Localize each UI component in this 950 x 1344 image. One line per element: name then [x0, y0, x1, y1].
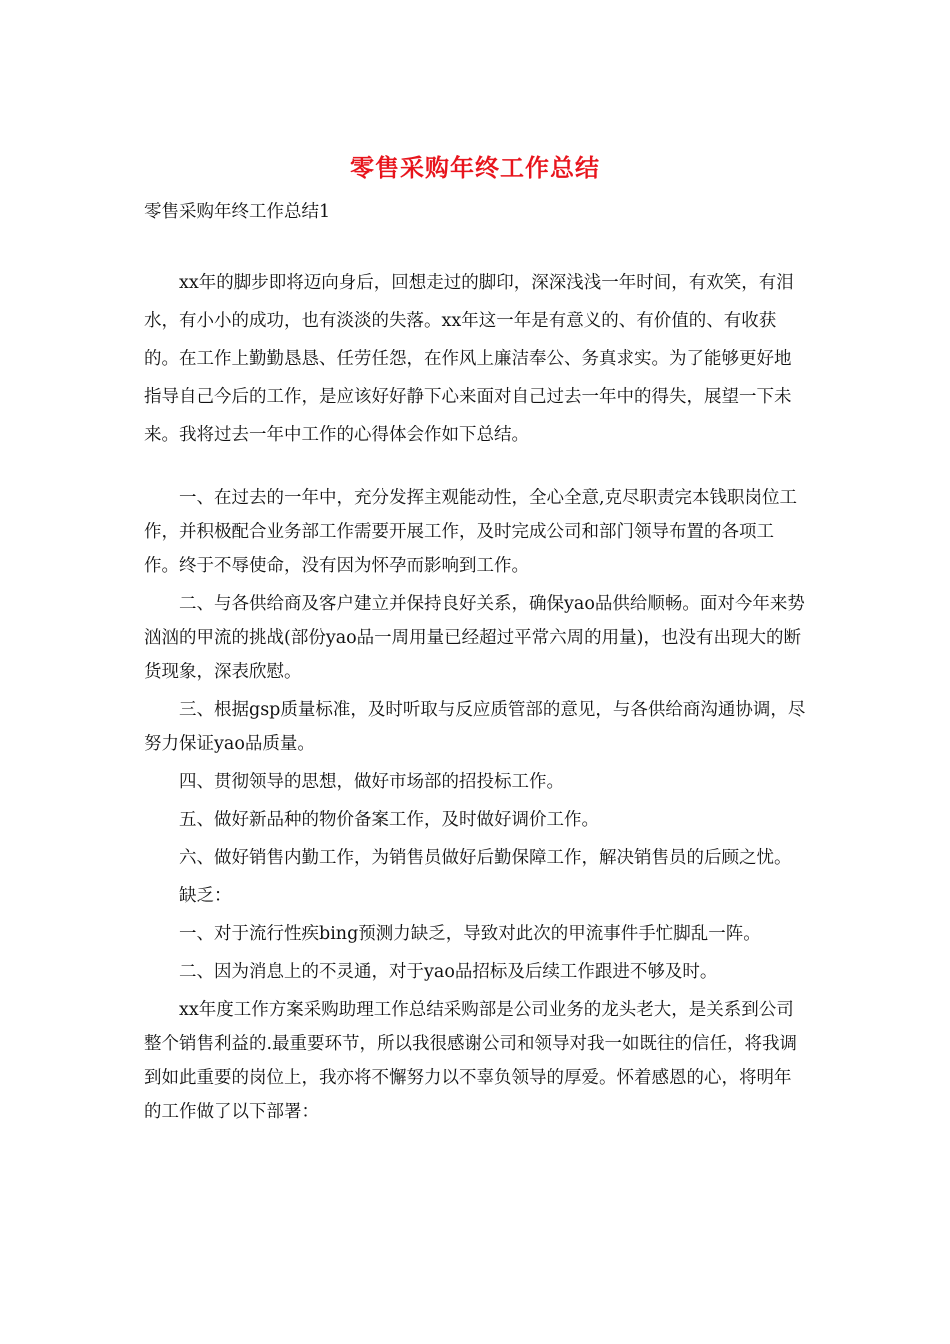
paragraph: 二、因为消息上的不灵通，对于yao品招标及后续工作跟进不够及时。	[179, 962, 718, 982]
paragraph: xx年度工作方案采购助理工作总结采购部是公司业务的龙头老大，是关系到公司整个销售利益的.最重要环节，所以我很感谢公司和领导对我一如既往的信任，将我调到如此重要的岗位上，我亦将不懈努力以不辜负领导的厚爱。怀着感恩的心，将明年的工作做了以下部署：	[144, 1000, 798, 1122]
intro-paragraph: xx年的脚步即将迈向身后，回想走过的脚印，深深浅浅一年时间，有欢笑，有泪水，有小小的成功，也有淡淡的失落。xx年这一年是有意义的、有价值的、有收获的。在工作上勤勤恳恳、任劳任怨，在作风上廉洁奉公、务真求实。为了能够更好地指导自己今后的工作，是应该好好静下心来面对自己过去一年中的得失，展望一下未来。我将过去一年中工作的心得体会作如下总结。	[144, 273, 794, 445]
paragraph: 五、做好新品种的物价备案工作，及时做好调价工作。	[179, 810, 599, 830]
paragraph: 四、贯彻领导的思想，做好市场部的招投标工作。	[179, 772, 564, 792]
document-title: 零售采购年终工作总结	[350, 153, 600, 182]
paragraph: 一、对于流行性疾bing预测力缺乏，导致对此次的甲流事件手忙脚乱一阵。	[179, 924, 761, 944]
paragraph: 六、做好销售内勤工作，为销售员做好后勤保障工作，解决销售员的后顾之忧。	[179, 848, 792, 868]
paragraph: 三、根据gsp质量标准，及时听取与反应质管部的意见，与各供给商沟通协调，尽努力保证yao品质量。	[144, 700, 806, 754]
document-subtitle: 零售采购年终工作总结1	[144, 202, 331, 222]
paragraph: 一、在过去的一年中，充分发挥主观能动性，全心全意,克尽职责完本钱职岗位工作，并积极配合业务部工作需要开展工作，及时完成公司和部门领导布置的各项工作。终于不辱使命，没有因为怀孕而影响到工作。	[144, 488, 798, 576]
paragraph: 二、与各供给商及客户建立并保持良好关系，确保yao品供给顺畅。面对今年来势汹汹的甲流的挑战(部份yao品一周用量已经超过平常六周的用量)，也没有出现大的断货现象，深表欣慰。	[144, 594, 805, 682]
body-section	[144, 481, 806, 1133]
paragraph: 缺乏：	[179, 886, 232, 906]
